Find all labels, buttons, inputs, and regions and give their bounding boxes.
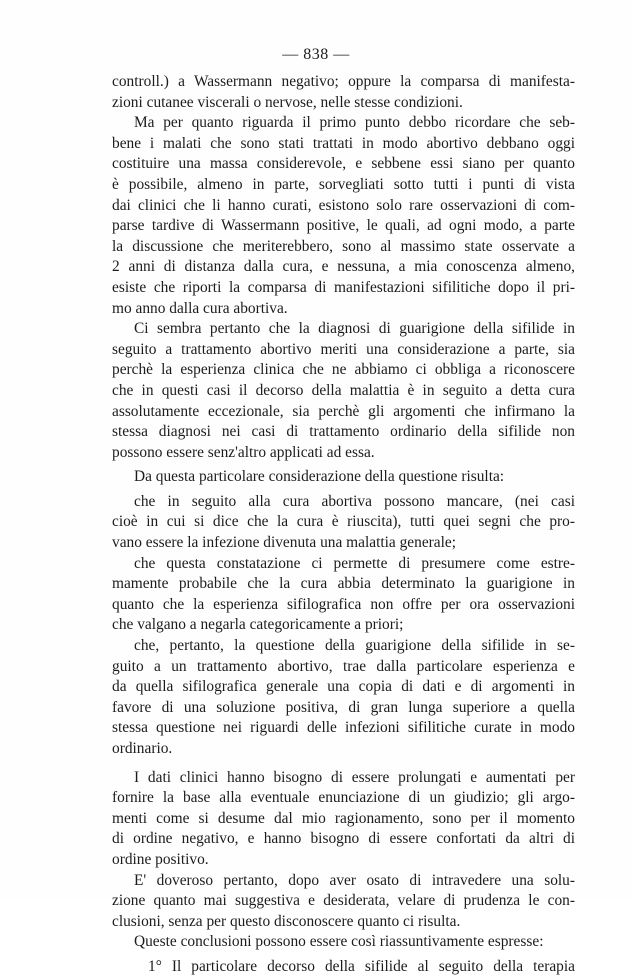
text-line: Queste conclusioni possono essere così riassuntivamente espresse: <box>134 933 544 951</box>
paragraph <box>112 636 575 760</box>
text-line: 2 anni di distanza dalla cura, e nessuna, a mia conoscenza almeno, <box>112 258 575 276</box>
text-line: che valgano a negarla categoricamente a priori; <box>112 616 404 634</box>
text-line: costituire una massa considerevole, e sebbene essi siano per quanto <box>112 155 575 173</box>
text-line: Ma per quanto riguarda il primo punto debbo ricordare che seb- <box>134 114 575 132</box>
paragraph <box>112 319 575 463</box>
text-line: che in seguito alla cura abortiva possono mancare, (nei casi <box>134 492 575 510</box>
text-line: I dati clinici hanno bisogno di essere prolungati e aumentati per <box>134 768 575 786</box>
page-number: — 838 — <box>282 46 350 63</box>
text-line: zione quanto mai suggestiva e desiderata, velare di prudenza le con- <box>112 892 575 910</box>
text-line: che in questi casi il decorso della malattia è in seguito a detta cura <box>112 381 575 399</box>
text-line: bene i malati che sono stati trattati in modo abortivo debbano oggi <box>112 134 575 152</box>
text-line: favore di una soluzione positiva, di gran lunga superiore a quella <box>112 698 575 716</box>
paragraph <box>112 871 575 933</box>
paragraph <box>112 467 575 488</box>
text-line: E' doveroso pertanto, dopo aver osato di intravedere una solu- <box>134 871 575 889</box>
text-line: Ci sembra pertanto che la diagnosi di guarigione della sifilide in <box>134 320 575 338</box>
text-line: zioni cutanee viscerali o nervose, nelle stesse condizioni. <box>112 93 463 111</box>
paragraph <box>112 113 575 319</box>
text-line: guito a un trattamento abortivo, trae dalla particolare esperienza e <box>112 657 575 675</box>
paragraph <box>112 932 575 953</box>
text-line: seguito a trattamento abortivo meriti una considerazione a parte, sia <box>112 340 575 358</box>
text-line: vano essere la infezione divenuta una malattia generale; <box>112 534 456 552</box>
text-line: parse tardive di Wassermann positive, le quali, ad ogni modo, a parte <box>112 217 575 235</box>
text-line: di ordine negativo, e hanno bisogno di essere confortati da altri di <box>112 830 575 848</box>
text-line: che, pertanto, la questione della guarigione della sifilide in se- <box>134 637 575 655</box>
text-line: la discussione che meriterebbero, sono al massimo state osservate a <box>112 237 575 255</box>
paragraph <box>112 957 575 978</box>
text-line: mo anno dalla cura abortiva. <box>112 299 288 317</box>
text-line: 1° Il particolare decorso della sifilide al seguito della terapia <box>148 957 575 975</box>
text-line: quanto che la esperienza sifilografica non offre per ora osservazioni <box>112 595 575 613</box>
text-line: mamente probabile che la cura abbia determinato la guarigione in <box>112 575 575 593</box>
text-line: perchè la esperienza clinica che ne abbiamo ci obbliga a riconoscere <box>112 361 575 379</box>
text-line: è possibile, almeno in parte, sorvegliati sotto tutti i punti di vista <box>112 175 575 193</box>
text-line: Da questa particolare considerazione della questione risulta: <box>134 468 505 486</box>
text-line: da quella sifilografica generale una copia di dati e di argomenti in <box>112 678 575 696</box>
text-line: dai clinici che li hanno curati, esistono solo rare osservazioni di com- <box>112 196 575 214</box>
text-line: assolutamente eccezionale, sia perchè gli argomenti che infirmano la <box>112 402 575 420</box>
text-line: ordine positivo. <box>112 850 209 868</box>
paragraph <box>112 492 575 554</box>
text-line: clusioni, senza per questo disconoscere quanto ci risulta. <box>112 912 461 930</box>
text-line: che questa constatazione ci permette di presumere come estre- <box>134 554 575 572</box>
text-line: controll.) a Wassermann negativo; oppure la comparsa di manifesta- <box>112 73 575 90</box>
text-line: esiste che riporti la comparsa di manifestazioni sifilitiche dopo il pri- <box>112 278 575 296</box>
text-line: ordinario. <box>112 740 173 757</box>
paragraph <box>112 554 575 636</box>
text-line: fornire la base alla eventuale enunciazione di un giudizio; gli argo- <box>112 789 575 807</box>
paragraph <box>112 72 575 113</box>
text-line: menti come si desume dal mio ragionamento, sono per il momento <box>112 809 575 827</box>
text-line: stessa questione nei riguardi delle infezioni sifilitiche curate in modo <box>112 719 575 737</box>
text-line: possono essere senz'altro applicati ad essa. <box>112 443 375 461</box>
body-text <box>112 72 575 978</box>
paragraph <box>112 768 575 871</box>
text-line: cioè in cui si dice che la cura è riuscita), tutti quei segni che pro- <box>112 513 575 531</box>
text-line: stessa diagnosi nei casi di trattamento ordinario della sifilide non <box>112 423 575 441</box>
